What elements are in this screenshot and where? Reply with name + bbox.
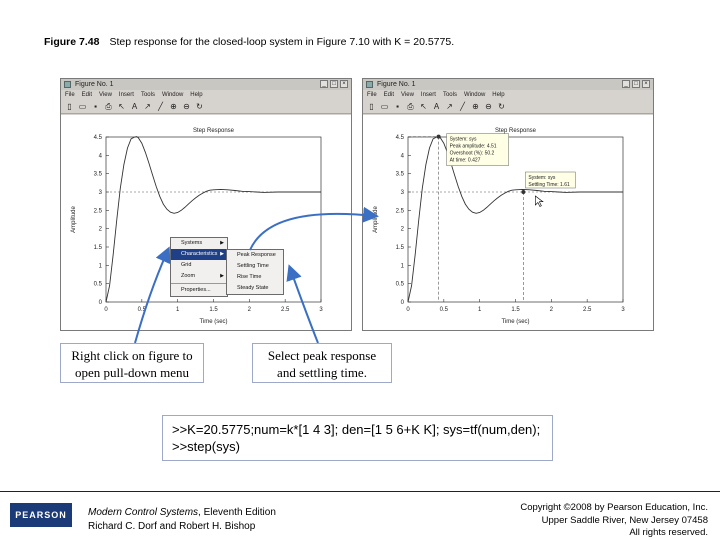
x-axis-label: Time (sec): [199, 319, 228, 325]
menu-view[interactable]: View: [99, 92, 112, 98]
characteristics-submenu: [226, 249, 284, 295]
x-tick-label: 0.5: [137, 307, 147, 313]
text-icon[interactable]: A: [433, 102, 440, 111]
menu-item-zoom[interactable]: [171, 271, 227, 282]
y-tick-label: 2.5: [93, 208, 102, 215]
maximize-button[interactable]: □: [632, 80, 640, 88]
x-tick-label: 2.5: [582, 307, 592, 313]
x-tick-label: 0.5: [439, 307, 449, 313]
matlab-figure-window-right[interactable]: [362, 78, 654, 331]
menu-help[interactable]: Help: [492, 92, 505, 98]
copyright-line: Upper Saddle River, New Jersey 07458: [541, 514, 708, 526]
menu-tools[interactable]: Tools: [140, 92, 155, 98]
close-button[interactable]: ×: [642, 80, 650, 88]
line-icon[interactable]: ╱: [158, 102, 163, 111]
callout-line: open pull-down menu: [74, 365, 190, 380]
zoom-out-icon[interactable]: ⊖: [183, 102, 190, 111]
copyright-line: All rights reserved.: [629, 527, 708, 538]
menu-help[interactable]: Help: [190, 92, 203, 98]
menu-item-systems[interactable]: [171, 238, 227, 249]
arrow-icon[interactable]: ↖: [118, 102, 125, 111]
menu-file[interactable]: File: [367, 92, 377, 98]
figure-caption: [44, 36, 454, 48]
x-tick-label: 0: [104, 307, 108, 313]
line-icon[interactable]: ╱: [460, 102, 465, 111]
copyright-line: Copyright ©2008 by Pearson Education, Inc.: [520, 502, 708, 513]
submenu-item-label: Steady State: [237, 285, 269, 291]
new-icon[interactable]: ▯: [369, 102, 374, 111]
settling-datatip: [525, 172, 575, 188]
menu-bar: [61, 90, 351, 100]
callout-line: Select peak response: [267, 348, 377, 363]
x-tick-label: 0: [406, 307, 410, 313]
save-icon[interactable]: ▪: [94, 102, 97, 111]
x-axis-label: Time (sec): [501, 319, 530, 325]
y-tick-label: 2.5: [395, 208, 404, 215]
axes-box: [408, 137, 623, 302]
submenu-item-steady-state[interactable]: [227, 283, 283, 294]
x-tick-label: 1.5: [209, 307, 218, 313]
y-axis-label: Amplitude: [373, 206, 379, 233]
menu-separator: [171, 283, 227, 284]
y-tick-label: 3.5: [93, 171, 102, 178]
arrow-tool-icon[interactable]: ↗: [446, 102, 453, 111]
x-tick-label: 2: [549, 307, 554, 313]
y-tick-label: 4: [400, 153, 404, 160]
caption-text: Step response for the closed-loop system in Figure 7.10 with K = 20.5775.: [109, 36, 455, 48]
menu-file[interactable]: File: [65, 92, 75, 98]
y-axis-label: Amplitude: [71, 206, 77, 233]
menu-item-label: Properties...: [181, 287, 211, 293]
book-credit: [88, 506, 276, 534]
menu-item-label: Characteristics: [181, 251, 218, 257]
x-tick-label: 1.5: [511, 307, 520, 313]
y-tick-label: 4: [98, 153, 102, 160]
minimize-button[interactable]: _: [320, 80, 328, 88]
window-titlebar[interactable]: [61, 79, 351, 90]
datatip-line: Overshoot (%): 50.2: [449, 150, 495, 157]
menu-item-label: Systems: [181, 240, 203, 246]
plot-title: Step Response: [494, 128, 537, 134]
y-tick-label: 1: [98, 263, 102, 270]
print-icon[interactable]: ⎙: [407, 102, 414, 111]
menu-window[interactable]: Window: [161, 92, 184, 98]
arrow-icon[interactable]: ↖: [420, 102, 427, 111]
save-icon[interactable]: ▪: [396, 102, 399, 111]
menu-item-label: Zoom: [181, 273, 196, 279]
y-tick-label: 4.5: [395, 135, 404, 141]
arrow-tool-icon[interactable]: ↗: [144, 102, 151, 111]
y-tick-label: 0.5: [93, 281, 102, 288]
zoom-in-icon[interactable]: ⊕: [170, 102, 177, 111]
y-tick-label: 4.5: [93, 135, 102, 141]
submenu-arrow-icon: ▶: [220, 251, 224, 257]
submenu-arrow-icon: ▶: [220, 240, 224, 246]
figure-window-icon: [366, 81, 373, 88]
x-tick-label: 1: [477, 307, 482, 313]
book-title: Modern Control Systems: [88, 507, 199, 518]
toolbar: [363, 100, 653, 114]
menu-insert[interactable]: Insert: [118, 92, 134, 98]
book-authors: Richard C. Dorf and Robert H. Bishop: [88, 521, 256, 532]
x-tick-label: 3: [319, 307, 323, 313]
open-icon[interactable]: ▭: [78, 102, 87, 111]
y-tick-label: 0.5: [395, 281, 404, 288]
plot-area[interactable]: [363, 115, 653, 330]
datatip-line: At time: 0.427: [449, 157, 481, 164]
matlab-code-box: [162, 415, 553, 461]
datatip-line: Settling Time: 1.61: [528, 182, 570, 188]
step-response-plot[interactable]: [61, 115, 351, 330]
peak-datatip: [447, 134, 509, 166]
submenu-arrow-icon: ▶: [220, 273, 224, 279]
menu-view[interactable]: View: [401, 92, 414, 98]
callout-select-peak: [252, 343, 392, 383]
submenu-item-label: Settling Time: [237, 263, 269, 269]
new-icon[interactable]: ▯: [67, 102, 72, 111]
copyright-notice: [520, 502, 708, 540]
figure-label: Figure 7.48: [44, 36, 100, 48]
x-tick-label: 3: [621, 307, 625, 313]
menu-item-properties[interactable]: [171, 285, 227, 296]
zoom-in-icon[interactable]: ⊕: [472, 102, 479, 111]
y-tick-label: 2: [98, 226, 102, 233]
menu-insert[interactable]: Insert: [420, 92, 436, 98]
footer-divider: [0, 491, 720, 492]
callout-right-click: [60, 343, 204, 383]
submenu-item-label: Rise Time: [237, 274, 262, 280]
menu-tools[interactable]: Tools: [442, 92, 457, 98]
y-tick-label: 0: [400, 300, 404, 306]
y-tick-label: 0: [98, 300, 102, 306]
context-menu: [170, 237, 228, 297]
menu-item-grid[interactable]: [171, 260, 227, 271]
submenu-item-settling-time[interactable]: [227, 261, 283, 272]
close-button[interactable]: ×: [340, 80, 348, 88]
submenu-item-rise-time[interactable]: [227, 272, 283, 283]
menu-edit[interactable]: Edit: [383, 92, 395, 98]
callout-line: Right click on figure to: [71, 348, 193, 363]
minimize-button[interactable]: _: [622, 80, 630, 88]
y-tick-label: 1.5: [93, 245, 102, 251]
y-tick-label: 3.5: [395, 171, 404, 178]
callout-line: and settling time.: [277, 365, 367, 380]
rotate-icon[interactable]: ↻: [498, 102, 505, 111]
x-tick-label: 2: [247, 307, 252, 313]
submenu-item-peak-response[interactable]: [227, 250, 283, 261]
window-title: Figure No. 1: [75, 81, 114, 88]
plot-title: Step Response: [192, 128, 235, 134]
x-tick-label: 2.5: [280, 307, 290, 313]
y-tick-label: 1.5: [395, 245, 404, 251]
y-tick-label: 3: [400, 190, 404, 196]
menu-item-label: Grid: [181, 262, 192, 268]
pearson-logo: PEARSON: [10, 503, 72, 527]
code-line-2: >>step(sys): [172, 439, 240, 454]
datatip-line: Peak amplitude: 4.51: [449, 143, 497, 150]
y-tick-label: 2: [400, 226, 404, 233]
menu-bar: [363, 90, 653, 100]
book-edition: , Eleventh Edition: [198, 507, 276, 518]
maximize-button[interactable]: □: [330, 80, 338, 88]
window-controls: [622, 80, 650, 88]
submenu-item-label: Peak Response: [237, 252, 276, 258]
datatip-line: System: sys: [528, 175, 556, 181]
plot-area[interactable]: [61, 115, 351, 330]
settling-marker: [521, 190, 525, 194]
code-line-1: >>K=20.5775;num=k*[1 4 3]; den=[1 5 6+K K]; sys=tf(num,den);: [172, 422, 541, 437]
figure-window-icon: [64, 81, 71, 88]
window-title: Figure No. 1: [377, 81, 416, 88]
x-tick-label: 1: [175, 307, 180, 313]
y-tick-label: 3: [98, 190, 102, 196]
window-controls: [320, 80, 348, 88]
open-icon[interactable]: ▭: [380, 102, 389, 111]
zoom-out-icon[interactable]: ⊖: [485, 102, 492, 111]
datatip-line: System: sys: [449, 136, 477, 143]
step-response-plot[interactable]: [363, 115, 653, 330]
menu-item-characteristics[interactable]: [171, 249, 227, 260]
toolbar: [61, 100, 351, 114]
menu-edit[interactable]: Edit: [81, 92, 93, 98]
menu-window[interactable]: Window: [463, 92, 486, 98]
window-titlebar[interactable]: [363, 79, 653, 90]
text-icon[interactable]: A: [131, 102, 138, 111]
print-icon[interactable]: ⎙: [105, 102, 112, 111]
peak-marker: [437, 135, 441, 139]
y-tick-label: 1: [400, 263, 404, 270]
rotate-icon[interactable]: ↻: [196, 102, 203, 111]
